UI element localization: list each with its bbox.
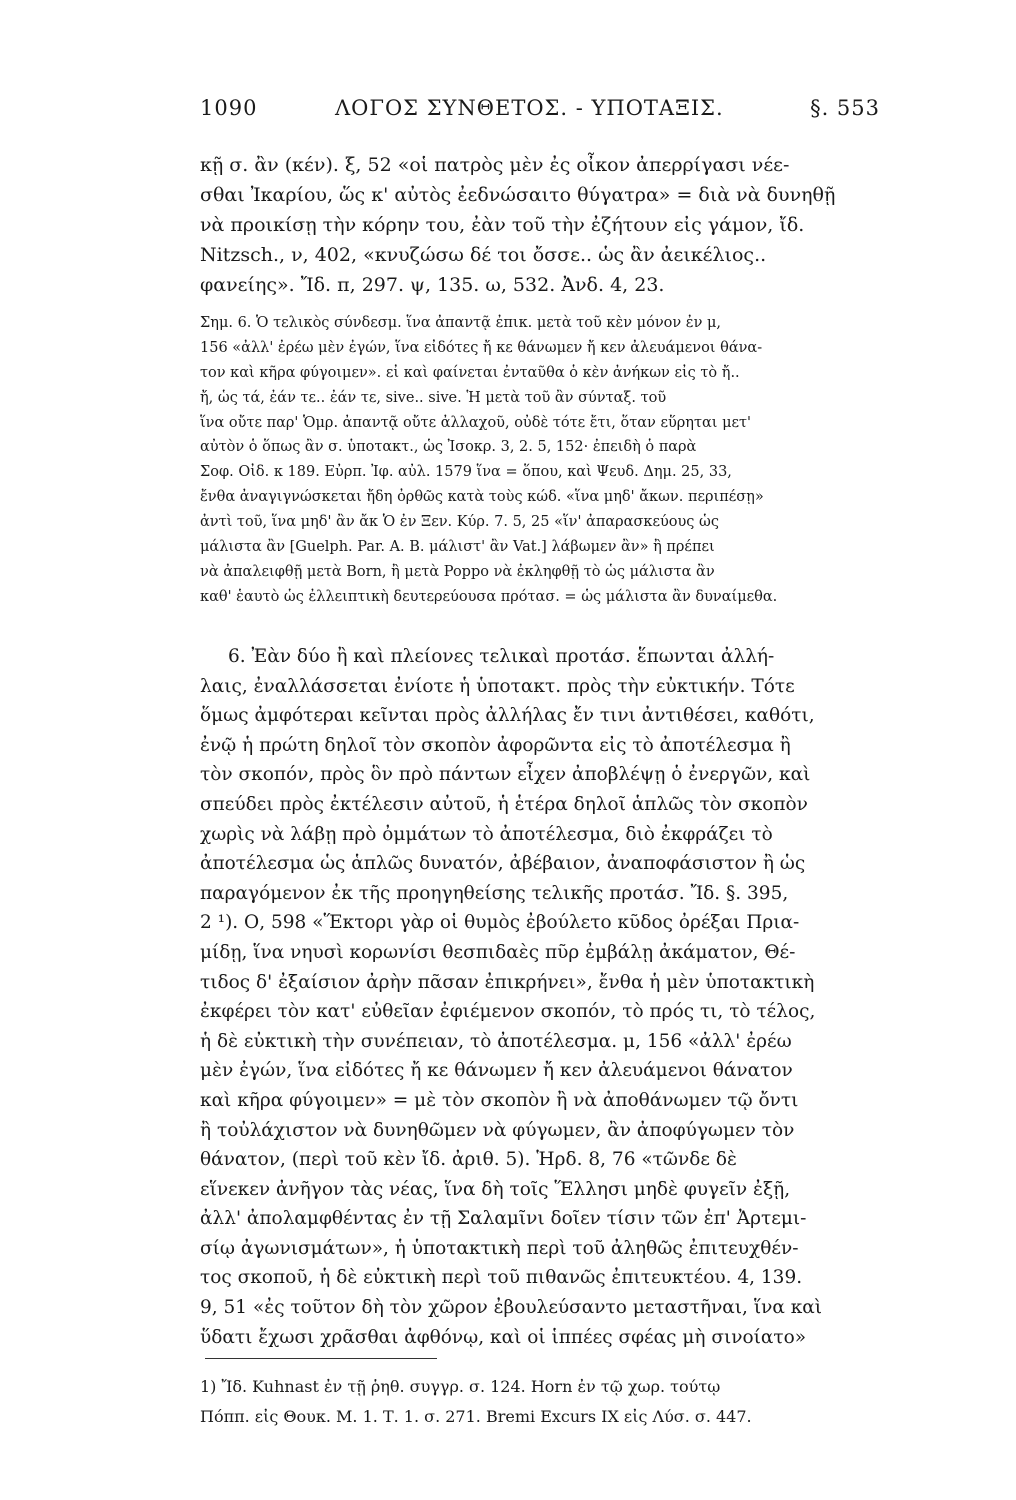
note-line: καθ' ἑαυτὸ ὡς ἐλλειπτικὴ δευτερεύουσα πρότασ. = ὡς μάλιστα ἂν δυναίμεθα. xyxy=(200,588,778,605)
text-line: 6. Ἐὰν δύο ἢ καὶ πλείονες τελικαὶ προτάσ. ἕπωνται ἀλλή- xyxy=(228,646,775,667)
page-number: 1090 xyxy=(200,96,258,120)
text-line: ἀλλ' ἀπολαμφθέντας ἐν τῇ Σαλαμῖνι δοῖεν τίσιν τῶν ἐπ' Ἀρτεμι- xyxy=(200,1208,807,1230)
text-line: 9, 51 «ἐς τοῦτον δὴ τὸν χῶρον ἐβουλεύσαντο μεταστῆναι, ἵνα καὶ xyxy=(200,1297,822,1319)
text-line: ἢ τοὐλάχιστον νὰ δυνηθῶμεν νὰ φύγωμεν, ἂν ἀποφύγωμεν τὸν xyxy=(200,1119,795,1141)
note-line: Σοφ. Οἰδ. κ 189. Εὐρπ. Ἰφ. αὐλ. 1579 ἵνα = ὅπου, καὶ Ψευδ. Δημ. 25, 33, xyxy=(200,464,732,481)
text-line: σίῳ ἀγωνισμάτων», ἡ ὑποτακτικὴ περὶ τοῦ ἀληθῶς ἐπιτευχθέν- xyxy=(200,1237,799,1259)
note-line: ἔνθα ἀναγιγνώσκεται ἤδη ὀρθῶς κατὰ τοὺς κώδ. «ἵνα μηδ' ἄκων. περιπέσῃ» xyxy=(200,489,764,506)
text-line: ἐνῷ ἡ πρώτη δηλοῖ τὸν σκοπὸν ἀφορῶντα εἰς τὸ ἀποτέλεσμα ἢ xyxy=(200,734,791,756)
text-line: νὰ προικίσῃ τὴν κόρην του, ἐὰν τοῦ τὴν ἐζήτουν εἰς γάμον, ἴδ. xyxy=(200,214,805,236)
text-line: ὅμως ἀμφότεραι κεῖνται πρὸς ἀλλήλας ἔν τινι ἀντιθέσει, καθότι, xyxy=(200,705,815,727)
note-line: ἵνα οὔτε παρ' Ὁμρ. ἀπαντᾷ οὔτε ἀλλαχοῦ, οὐδὲ τότε ἔτι, ὅταν εὕρηται μετ' xyxy=(200,414,752,431)
text-line: τὸν σκοπόν, πρὸς ὃν πρὸ πάντων εἶχεν ἀποβλέψῃ ὁ ἐνεργῶν, καὶ xyxy=(200,764,811,786)
text-line: μὲν ἐγών, ἵνα εἰδότες ἤ κε θάνωμεν ἤ κεν ἀλευάμενοι θάνατον xyxy=(200,1060,793,1082)
text-line: σπεύδει πρὸς ἐκτέλεσιν αὐτοῦ, ἡ ἑτέρα δηλοῖ ἁπλῶς τὸν σκοπὸν xyxy=(200,793,808,815)
note-line: ἤ, ὡς τά, ἐάν τε.. ἐάν τε, sive.. sive. Ἡ μετὰ τοῦ ἂν σύνταξ. τοῦ xyxy=(200,389,667,406)
note-line: Σημ. 6. Ὁ τελικὸς σύνδεσμ. ἵνα ἀπαντᾷ ἐπικ. μετὰ τοῦ κὲν μόνον ἐν μ, xyxy=(200,315,722,331)
note-line: ἀντὶ τοῦ, ἵνα μηδ' ἂν ἄκ Ὁ ἐν Ξεν. Κύρ. 7. 5, 25 «ἵν' ἀπαρασκεύους ὡς xyxy=(200,514,719,531)
running-title: ΛΟΓΟΣ ΣΥΝΘΕΤΟΣ. - ΥΠΟΤΑΞΙΣ. xyxy=(335,96,724,120)
footnote-divider xyxy=(205,1358,437,1359)
text-line: χωρὶς νὰ λάβῃ πρὸ ὀμμάτων τὸ ἀποτέλεσμα, διὸ ἐκφράζει τὸ xyxy=(200,823,773,845)
note-line: νὰ ἀπαλειφθῇ μετὰ Born, ἢ μετὰ Poppo νὰ ἐκληφθῇ τὸ ὡς μάλιστα ἂν xyxy=(200,563,715,580)
footnote-line: Πόππ. εἰς Θουκ. Μ. 1. Τ. 1. σ. 271. Bremi Excurs IX εἰς Λύσ. σ. 447. xyxy=(200,1407,752,1426)
note-line: 156 «ἀλλ' ἐρέω μὲν ἐγών, ἵνα εἰδότες ἤ κε θάνωμεν ἤ κεν ἀλευάμενοι θάνα- xyxy=(200,339,763,356)
footnote-line: 1) Ἴδ. Kuhnast ἐν τῇ ῥηθ. συγγρ. σ. 124. Horn ἐν τῷ χωρ. τούτῳ xyxy=(200,1377,721,1396)
paragraph-6 xyxy=(200,642,880,1352)
text-line: ἡ δὲ εὐκτικὴ τὴν συνέπειαν, τὸ ἀποτέλεσμα. μ, 156 «ἀλλ' ἐρέω xyxy=(200,1030,792,1052)
text-line: 2 ¹). Ο, 598 «Ἕκτορι γὰρ οἱ θυμὸς ἐβούλετο κῦδος ὀρέξαι Πρια- xyxy=(200,912,800,934)
note-line: αὐτὸν ὁ ὅπως ἂν σ. ὑποτακτ., ὡς Ἰσοκρ. 3, 2. 5, 152· ἐπειδὴ ὁ παρὰ xyxy=(200,439,697,456)
text-line: φανείης». Ἴδ. π, 297. ψ, 135. ω, 532. Ἀνδ. 4, 23. xyxy=(200,274,665,296)
text-line: παραγόμενον ἐκ τῆς προηγηθείσης τελικῆς προτάσ. Ἴδ. §. 395, xyxy=(200,882,789,904)
text-line: ὕδατι ἔχωσι χρᾶσθαι ἀφθόνῳ, καὶ οἱ ἱππέες σφέας μὴ σινοίατο» xyxy=(200,1326,807,1348)
note-line: μάλιστα ἂν [Guelph. Par. A. B. μάλιστ' ἂν Vat.] λάβωμεν ἂν» ἢ πρέπει xyxy=(200,539,715,556)
remark-note xyxy=(200,311,880,610)
text-line: μίδῃ, ἵνα νηυσὶ κορωνίσι θεσπιδαὲς πῦρ ἐμβάλῃ ἀκάματον, Θέ- xyxy=(200,941,796,963)
text-line: καὶ κῆρα φύγοιμεν» = μὲ τὸν σκοπὸν ἢ νὰ ἀποθάνωμεν τῷ ὄντι xyxy=(200,1089,799,1111)
continued-paragraph xyxy=(200,150,880,300)
text-line: ἀποτέλεσμα ὡς ἁπλῶς δυνατόν, ἀβέβαιον, ἀναποφάσιστον ἢ ὡς xyxy=(200,853,806,875)
text-line: Nitzsch., ν, 402, «κνυζώσω δέ τοι ὄσσε.. ὡς ἂν ἀεικέλιος.. xyxy=(200,244,767,266)
text-line: τιδος δ' ἐξαίσιον ἀρὴν πᾶσαν ἐπικρήνει», ἔνθα ἡ μὲν ὑποτακτικὴ xyxy=(200,971,815,993)
text-line: τος σκοποῦ, ἡ δὲ εὐκτικὴ περὶ τοῦ πιθανῶς ἐπιτευκτέου. 4, 139. xyxy=(200,1267,803,1289)
text-line: σθαι Ἰκαρίου, ὥς κ' αὐτὸς ἐεδνώσαιτο θύγατρα» = διὰ νὰ δυνηθῇ xyxy=(200,184,836,206)
text-line: κῇ σ. ἂν (κέν). ξ, 52 «οἱ πατρὸς μὲν ἐς οἶκον ἀπερρίγασι νέε- xyxy=(200,154,790,176)
text-line: θάνατον, (περὶ τοῦ κὲν ἴδ. ἀριθ. 5). Ἡρδ. 8, 76 «τῶνδε δὲ xyxy=(200,1149,737,1171)
footnotes xyxy=(200,1372,880,1432)
section-number: §. 553 xyxy=(810,96,880,120)
text-line: ἐκφέρει τὸν κατ' εὐθεῖαν ἐφιέμενον σκοπόν, τὸ πρός τι, τὸ τέλος, xyxy=(200,1001,816,1023)
running-header xyxy=(200,96,880,126)
text-line: λαις, ἐναλλάσσεται ἐνίοτε ἡ ὑποτακτ. πρὸς τὴν εὐκτικήν. Τότε xyxy=(200,675,795,697)
text-line: εἵνεκεν ἀνῆγον τὰς νέας, ἵνα δὴ τοῖς Ἕλλησι μηδὲ φυγεῖν ἐξῇ, xyxy=(200,1178,791,1200)
note-line: τον καὶ κῆρα φύγοιμεν». εἰ καὶ φαίνεται ἐνταῦθα ὁ κὲν ἀνήκων εἰς τὸ ἤ.. xyxy=(200,364,740,381)
